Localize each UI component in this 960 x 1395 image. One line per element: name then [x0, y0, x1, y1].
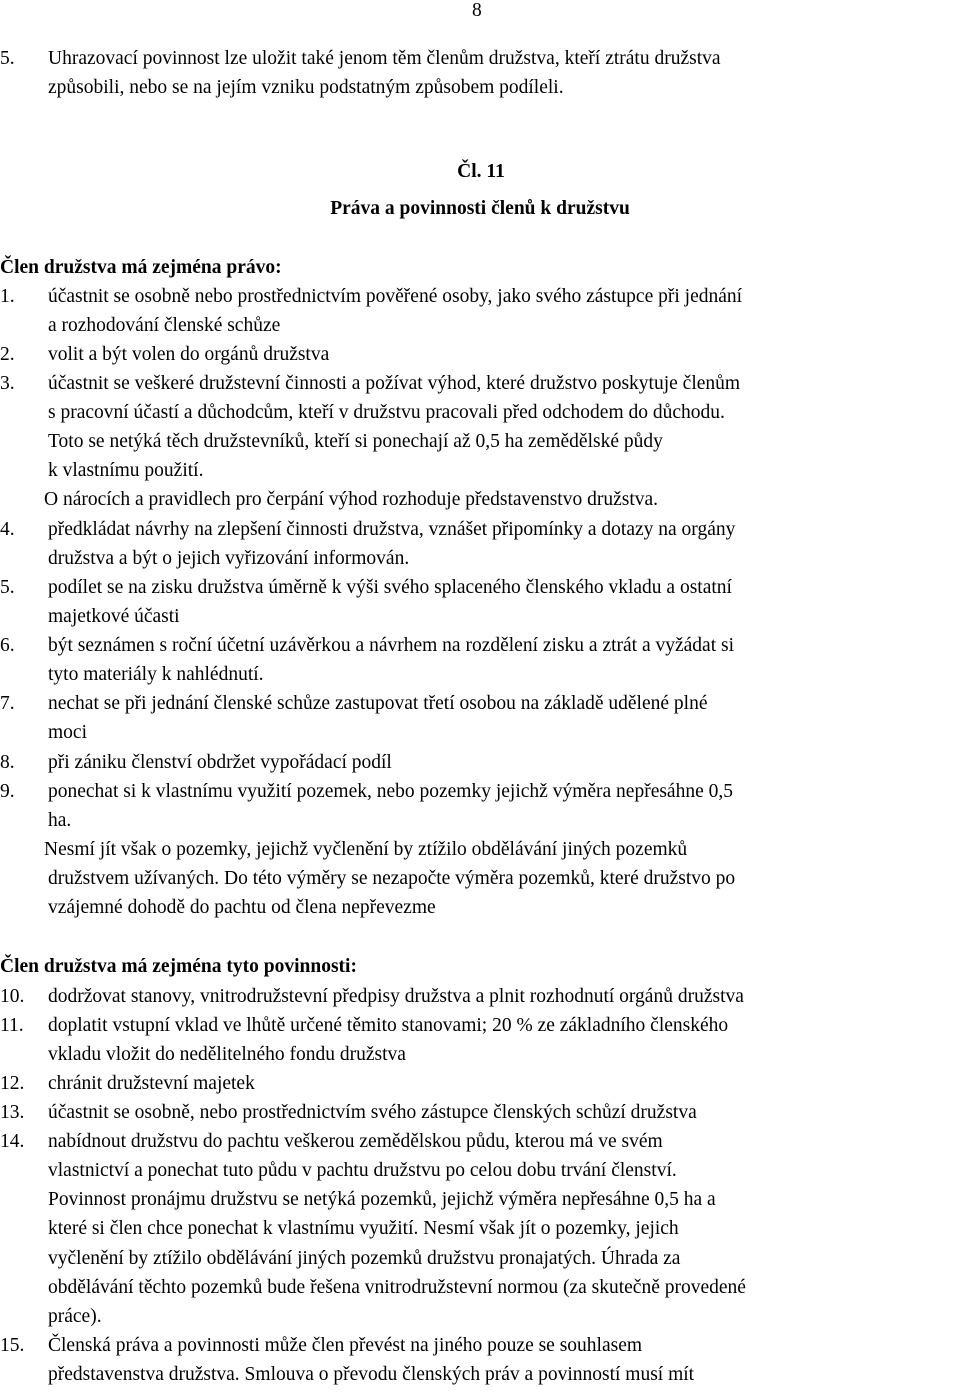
duties-item-line: doplatit vstupní vklad ve lhůtě určené těmito stanovami; 20 % ze základního členského — [48, 1015, 729, 1036]
duties-item-number: 12. — [0, 1073, 25, 1094]
duties-item-line: obdělávání těchto pozemků bude řešena vnitrodružstevní normou (za skutečně provedené — [48, 1277, 746, 1298]
duties-item-line: představenstva družstva. Smlouva o převodu členských práv a povinností musí mít — [48, 1364, 695, 1385]
duties-item-line: účastnit se osobně, nebo prostřednictvím svého zástupce členských schůzí družstva — [48, 1102, 697, 1123]
rights-item-line: moci — [48, 722, 87, 743]
page-number: 8 — [472, 0, 482, 21]
duties-item-line: vyčlenění by ztížilo obdělávání jiných pozemků družstvu pronajatých. Úhrada za — [48, 1248, 681, 1269]
rights-item-line: při zániku členství obdržet vypořádací podíl — [48, 752, 392, 773]
duties-item-line: vlastnictví a ponechat tuto půdu v pachtu družstvu po celou dobu trvání členství. — [48, 1160, 677, 1181]
rights-item-line: vzájemné dohodě do pachtu od člena nepřevezme — [48, 897, 436, 918]
rights-item-number: 4. — [0, 519, 15, 540]
duties-item-number: 14. — [0, 1131, 25, 1152]
rights-item-line: družstva a být o jejich vyřizování informován. — [48, 548, 410, 569]
duties-item-line: Povinnost pronájmu družstvu se netýká pozemků, jejichž výměra nepřesáhne 0,5 ha a — [48, 1189, 716, 1210]
rights-item-line: být seznámen s roční účetní uzávěrkou a návrhem na rozdělení zisku a ztrát a vyžádat si — [48, 635, 735, 656]
duties-item-number: 11. — [0, 1015, 24, 1036]
rights-item-line: družstvem užívaných. Do této výměry se nezapočte výměra pozemků, které družstvo po — [48, 868, 736, 889]
duties-item-line: vkladu vložit do nedělitelného fondu družstva — [48, 1044, 406, 1065]
rights-item-line: s pracovní účastí a důchodcům, kteří v družstvu pracovali před odchodem do důchodu. — [48, 402, 725, 423]
intro-line: způsobili, nebo se na jejím vzniku podstatným způsobem podíleli. — [48, 77, 564, 98]
article-title: Práva a povinnosti členů k družstvu — [330, 198, 630, 219]
rights-item-line: volit a být volen do orgánů družstva — [48, 344, 330, 365]
rights-item-line: ha. — [48, 810, 72, 831]
rights-item-line: majetkové účasti — [48, 606, 180, 627]
rights-item-line: ponechat si k vlastnímu využití pozemek, nebo pozemky jejichž výměra nepřesáhne 0,5 — [48, 781, 733, 802]
rights-item-line: Nesmí jít však o pozemky, jejichž vyčlenění by ztížilo obdělávání jiných pozemků — [44, 839, 688, 860]
rights-item-line: a rozhodování členské schůze — [48, 315, 281, 336]
rights-item-number: 9. — [0, 781, 15, 802]
rights-item-line: Toto se netýká těch družstevníků, kteří si ponechají až 0,5 ha zemědělské půdy — [48, 431, 663, 452]
rights-item-line: předkládat návrhy na zlepšení činnosti družstva, vznášet připomínky a dotazy na orgány — [48, 519, 736, 540]
rights-item-number: 1. — [0, 286, 15, 307]
intro-number: 5. — [0, 48, 15, 69]
intro-line: Uhrazovací povinnost lze uložit také jenom těm členům družstva, kteří ztrátu družstva — [48, 48, 721, 69]
duties-item-line: Členská práva a povinnosti může člen převést na jiného pouze se souhlasem — [48, 1335, 643, 1356]
rights-item-line: nechat se při jednání členské schůze zastupovat třetí osobou na základě udělené plné — [48, 693, 708, 714]
rights-item-number: 5. — [0, 577, 15, 598]
rights-item-line: k vlastnímu použití. — [48, 460, 204, 481]
duties-heading: Člen družstva má zejména tyto povinnosti: — [0, 956, 357, 977]
rights-item-number: 7. — [0, 693, 15, 714]
duties-item-number: 15. — [0, 1335, 25, 1356]
duties-item-number: 13. — [0, 1102, 25, 1123]
rights-item-line: tyto materiály k nahlédnutí. — [48, 664, 264, 685]
duties-item-line: práce). — [48, 1306, 102, 1327]
rights-item-line: účastnit se veškeré družstevní činnosti a požívat výhod, které družstvo poskytuje členům — [48, 373, 741, 394]
duties-item-number: 10. — [0, 986, 25, 1007]
article-number: Čl. 11 — [457, 161, 505, 182]
rights-item-line: O nárocích a pravidlech pro čerpání výhod rozhoduje představenstvo družstva. — [44, 489, 659, 510]
duties-item-line: chránit družstevní majetek — [48, 1073, 255, 1094]
rights-item-number: 8. — [0, 752, 15, 773]
rights-item-line: účastnit se osobně nebo prostřednictvím pověřené osoby, jako svého zástupce při jednání — [48, 286, 743, 307]
rights-item-line: podílet se na zisku družstva úměrně k výši svého splaceného členského vkladu a ostatní — [48, 577, 732, 598]
duties-item-line: nabídnout družstvu do pachtu veškerou zemědělskou půdu, kterou má ve svém — [48, 1131, 663, 1152]
rights-heading: Člen družstva má zejména právo: — [0, 257, 282, 278]
rights-item-number: 3. — [0, 373, 15, 394]
duties-item-line: dodržovat stanovy, vnitrodružstevní předpisy družstva a plnit rozhodnutí orgánů družstva — [48, 986, 744, 1007]
rights-item-number: 2. — [0, 344, 15, 365]
rights-item-number: 6. — [0, 635, 15, 656]
duties-item-line: které si člen chce ponechat k vlastnímu využití. Nesmí však jít o pozemky, jejich — [48, 1218, 679, 1239]
